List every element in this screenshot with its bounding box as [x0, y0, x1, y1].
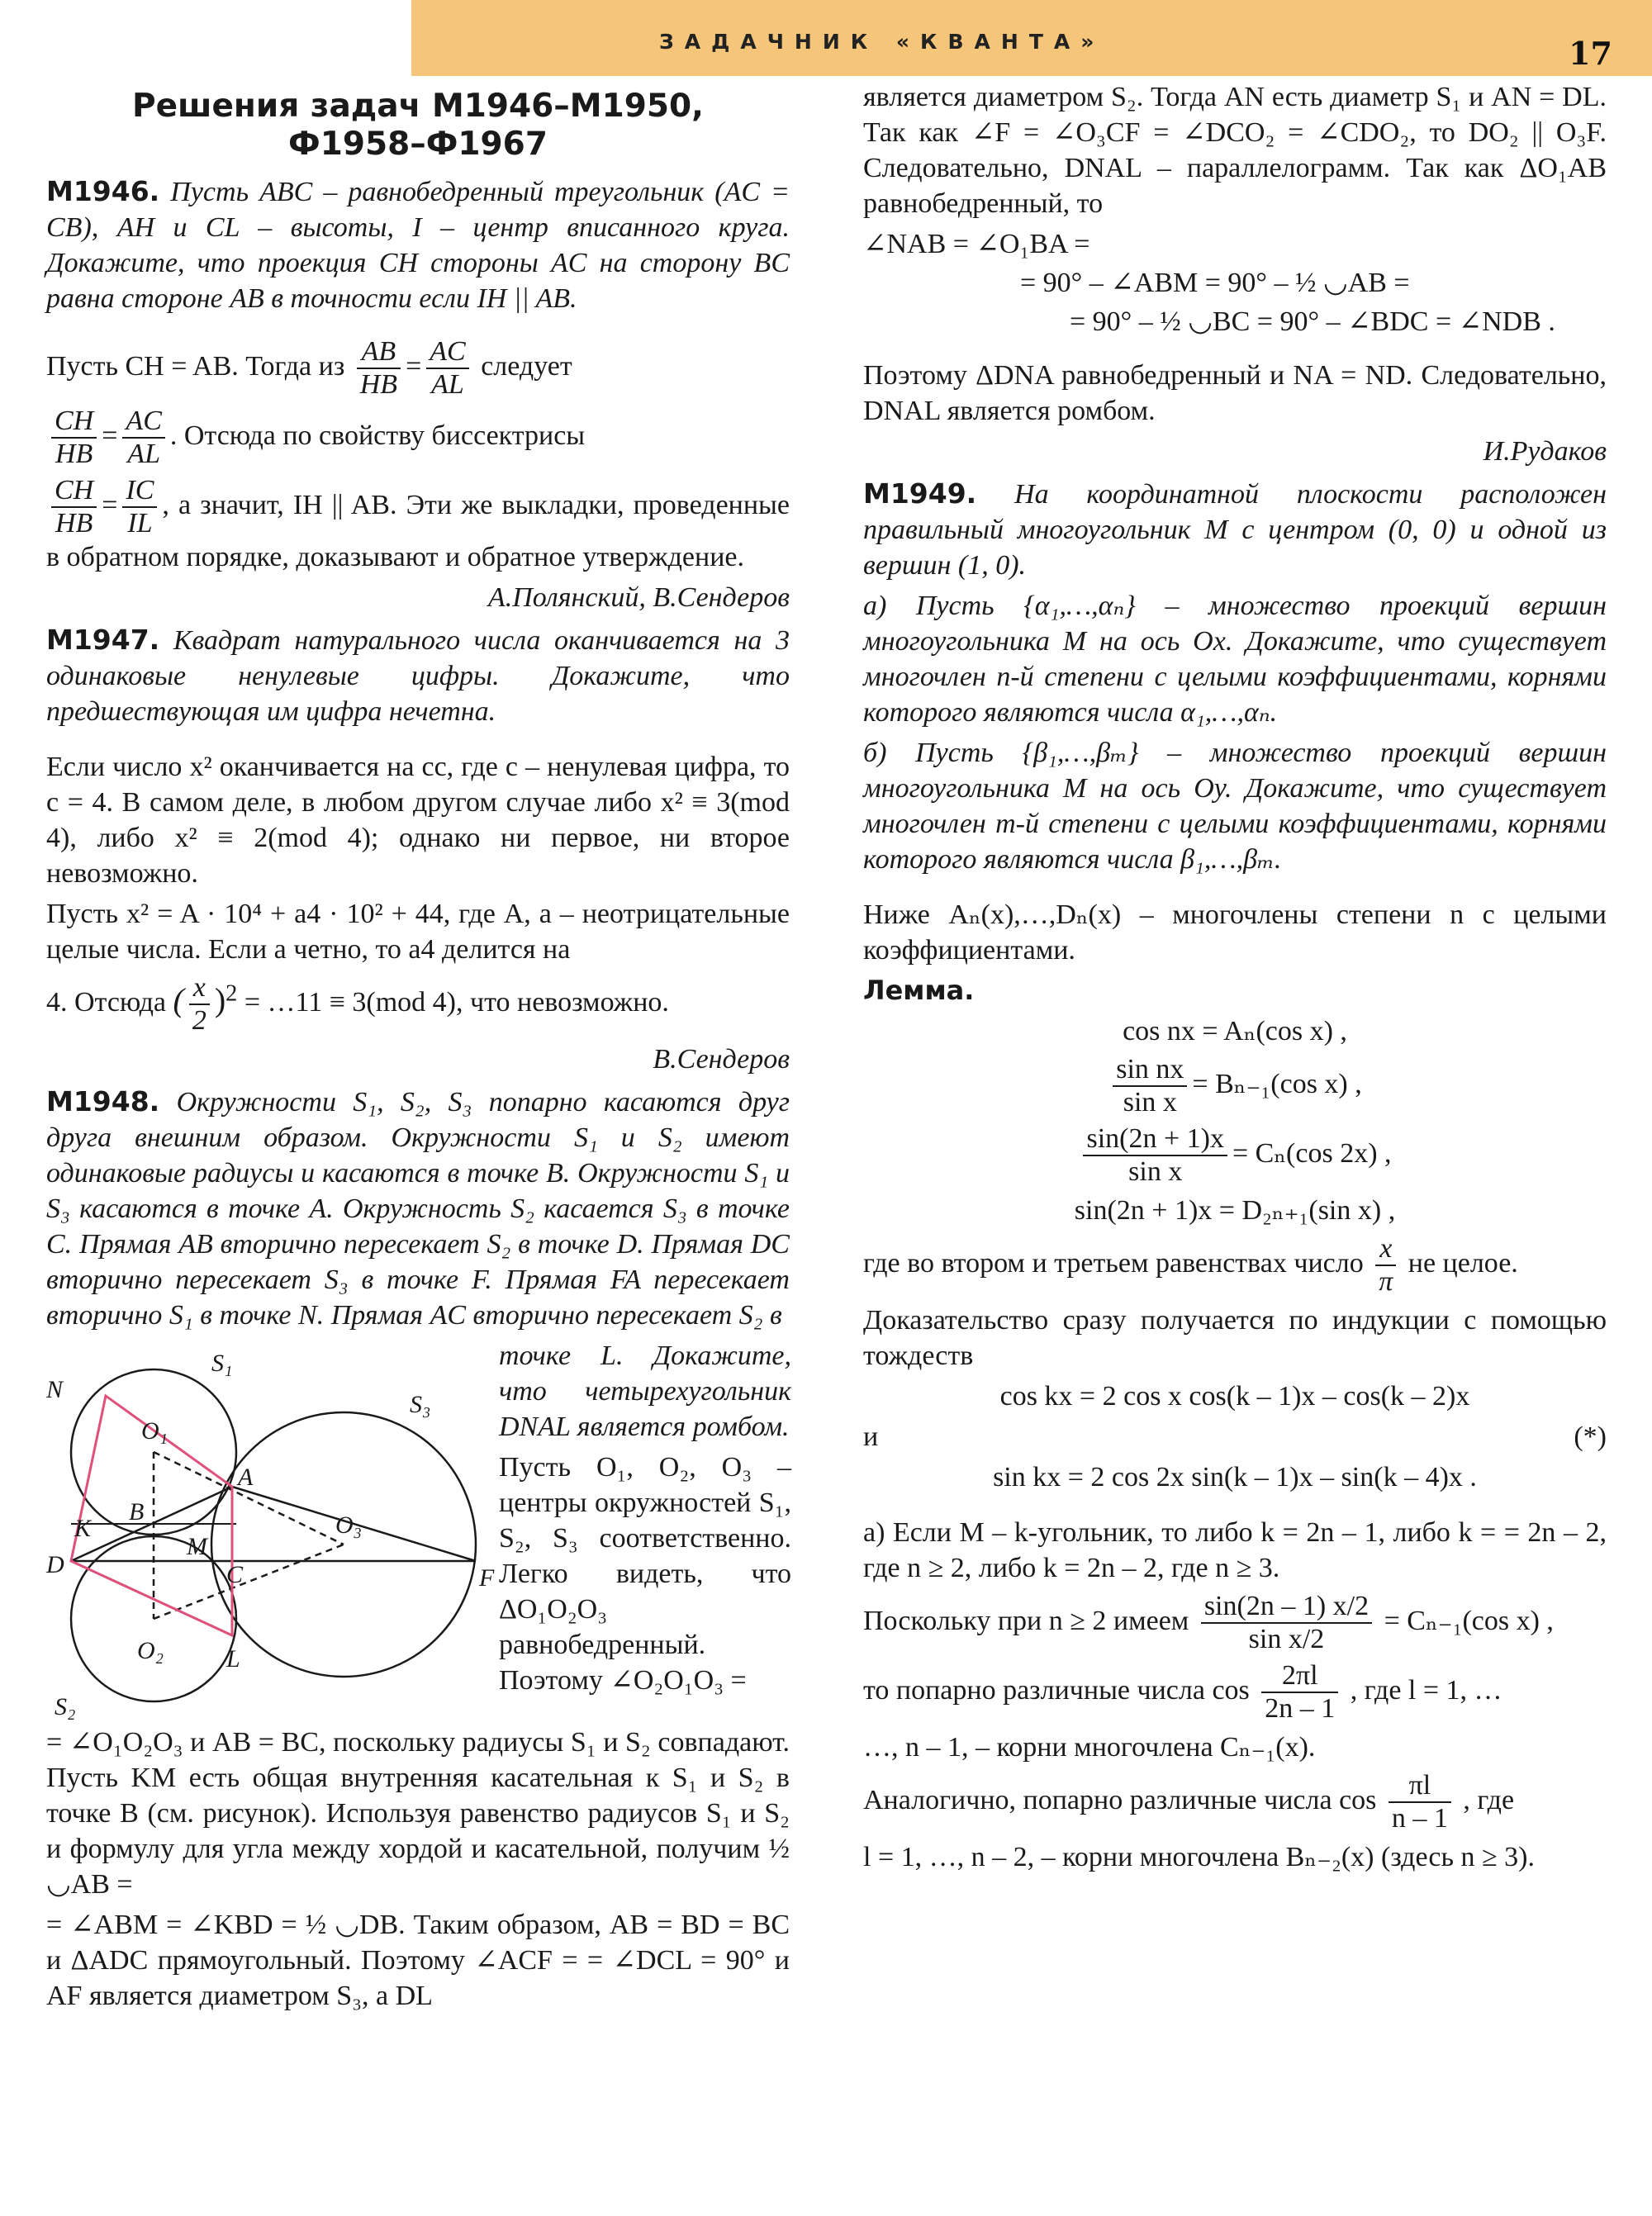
fraction	[51, 475, 97, 539]
text: Аналогично, попарно различные числа cos	[863, 1784, 1377, 1815]
label-k: K	[74, 1515, 92, 1542]
right-column	[863, 79, 1607, 1880]
denominator: AL	[431, 369, 464, 400]
figure-side-text	[499, 1338, 791, 1703]
denominator: n – 1	[1391, 1803, 1448, 1834]
numerator: AC	[122, 406, 164, 439]
label-s3: S₃	[410, 1391, 431, 1418]
numerator: x	[189, 972, 210, 1005]
fraction	[357, 336, 401, 401]
label-d: D	[46, 1551, 64, 1578]
fraction	[1375, 1233, 1396, 1298]
solution-m1949-intro: Ниже Aₙ(x),…,Dₙ(x) – многочлены степени n с целыми коэффициентами.	[863, 899, 1607, 966]
text: то попарно различные числа cos	[863, 1674, 1250, 1706]
denominator: IL	[127, 508, 153, 539]
journal-section-title: ЗАДАЧНИК «КВАНТА»	[659, 30, 1105, 54]
author-signature: И.Рудаков	[1483, 436, 1607, 467]
author-signature: В.Сендеров	[653, 1044, 790, 1075]
label-o1: O₁	[141, 1417, 169, 1445]
fraction-squared: (	[173, 980, 184, 1018]
denominator: π	[1379, 1266, 1393, 1297]
paren: )	[214, 980, 226, 1018]
solution-m1949-p9: l = 1, …, n – 2, – корни многочлена Bₙ₋₂(x) (здесь n ≥ 3).	[863, 1842, 1535, 1872]
label-m: M	[187, 1533, 207, 1560]
numerator: CH	[51, 475, 97, 508]
denominator: HB	[55, 508, 93, 539]
text: , а значит, IH || AB. Эти же выкладки, проведенные в обратном порядке, доказывают и обратное утверждение.	[46, 489, 790, 572]
identity-marker-row	[863, 1419, 1607, 1454]
denominator: sin x	[1123, 1087, 1177, 1117]
label-s2: S₂	[55, 1693, 76, 1720]
numerator: sin(2n – 1) x/2	[1201, 1591, 1372, 1624]
fraction	[426, 336, 468, 401]
identity-1: cos kx = 2 cos x cos(k – 1)x – cos(k – 2)x	[999, 1381, 1470, 1412]
section-title	[46, 88, 790, 164]
solution-m1947-p1: Если число x² оканчивается на cc, где c – ненулевая цифра, то c = 4. В самом деле, в любом другом случае либо x² ≡ 3(mod 4), либо x² ≡ 2(mod 4); однако ни первое, ни второе невозможно.	[46, 752, 790, 889]
problem-m1947-statement	[46, 622, 790, 729]
solution-m1947-p2: Пусть x² = A · 10⁴ + a4 · 10² + 44, где A, a – неотрицательные целые числа. Если a четно, то a4 делится на	[46, 899, 790, 965]
text: где во втором и третьем равенствах число	[863, 1247, 1364, 1279]
text: , где	[1463, 1784, 1515, 1815]
title-line-2: Ф1958–Ф1967	[288, 126, 548, 163]
solution-m1949-p4: а) Если M – k-угольник, то либо k = 2n – 1, либо k = = 2n – 2, где n ≥ 2, либо k = 2n – 2, где n ≥ 3.	[863, 1517, 1607, 1583]
fraction	[1389, 1770, 1451, 1834]
statement-text: На координатной плоскости расположен правильный многоугольник M с центром (0, 0) и одной из вершин (1, 0).	[863, 479, 1607, 581]
problem-m1949-statement	[863, 476, 1607, 583]
solution-m1948-p2: = ∠ABM = ∠KBD = ½ ◡DB. Таким образом, AB = BD = BC и ΔADC прямоугольный. Поэтому ∠ACF = = ∠DCL = 90° и AF является диаметром S₃, а DL	[46, 1910, 790, 2011]
solution-m1949-p5	[863, 1591, 1607, 1655]
fraction	[122, 406, 164, 470]
problem-m1948-statement	[46, 1084, 790, 1333]
equation-line-3: = 90° – ½ ◡BC = 90° – ∠BDC = ∠NDB .	[1070, 306, 1555, 337]
text: = Cₙ₋₁(cos x) ,	[1384, 1605, 1554, 1636]
numerator: 2πl	[1261, 1660, 1338, 1693]
numerator: IC	[122, 475, 157, 508]
text: = Bₙ₋₁(cos x) ,	[1192, 1068, 1362, 1099]
numerator: πl	[1389, 1770, 1451, 1803]
fraction	[1201, 1591, 1372, 1655]
conjunction: и	[863, 1421, 879, 1452]
text: = …11 ≡ 3(mod 4), что невозможно.	[244, 986, 669, 1018]
text: не целое.	[1408, 1247, 1518, 1279]
label-a: A	[238, 1464, 254, 1491]
numerator: sin(2n + 1)x	[1083, 1123, 1227, 1156]
label-o3: O₃	[335, 1511, 363, 1539]
lemma-eq-2	[863, 1054, 1607, 1118]
problem-id: М1946.	[46, 175, 160, 207]
statement-end: точке L. Докажите, что четырехугольник DNAL является ромбом.	[499, 1341, 791, 1442]
solution-m1948-side: Пусть O₁, O₂, O₃ – центры окружностей S₁, S₂, S₃ соответственно. Легко видеть, что ΔO₁O₂O₃ равнобедренный. Поэтому ∠O₂O₁O₃ =	[499, 1452, 791, 1696]
label-n: N	[46, 1376, 64, 1403]
statement-text: Окружности S₁, S₂, S₃ попарно касаются друг друга внешним образом. Окружности S₁ и S₂ имеют одинаковые радиусы и касаются в точке B. Окружности S₁ и S₃ касаются в точке A. Окружность S₂ касается S₃ в точке C. Прямая AB вторично пересекает S₂ в точке D. Прямая DC вторично пересекает S₃ в точке F. Прямая FA пересекает вторично S₁ в точке N. Прямая AC вторично пересекает S₂ в	[46, 1087, 790, 1331]
denominator: HB	[55, 439, 93, 469]
solution-m1949-p3: Доказательство сразу получается по индукции с помощью тождеств	[863, 1305, 1607, 1371]
solution-m1948-p1: = ∠O₁O₂O₃ и AB = BC, поскольку радиусы S₁ и S₂ совпадают. Пусть KM есть общая внутренняя касательная к S₁ и S₂ в точке B (см. рисунок). Используя равенство радиусов S₁ и S₂ и формулу для угла между хордой и касательной, получим ½ ◡AB =	[46, 1727, 790, 1900]
statement-text: Пусть ABC – равнобедренный треугольник (AC = CB), AH и CL – высоты, I – центр вписанного круга. Докажите, что проекция CH стороны AC на сторону BC равна стороне AB в точности если IH || AB.	[46, 177, 790, 314]
lemma-eq-4: sin(2n + 1)x = D₂ₙ₊₁(sin x) ,	[1074, 1195, 1396, 1226]
numerator: sin nx	[1113, 1054, 1187, 1087]
fraction	[189, 972, 210, 1037]
author-signature: А.Полянский, В.Сендеров	[487, 582, 790, 613]
identity-2: sin kx = 2 cos 2x sin(k – 1)x – sin(k – 4)x .	[993, 1462, 1477, 1492]
denominator: sin x	[1128, 1156, 1183, 1187]
numerator: AC	[426, 336, 468, 369]
numerator: AB	[357, 336, 401, 369]
fraction	[1113, 1054, 1187, 1118]
equation-tag: (*)	[1574, 1421, 1607, 1452]
fraction	[51, 406, 97, 470]
solution-m1946-line1: Пусть CH = AB. Тогда из $\frac{AB}{HB}$ = $\frac{AC}{AL}$ следует	[46, 336, 572, 400]
fraction	[1261, 1660, 1338, 1725]
denominator: AL	[127, 439, 160, 469]
solution-m1948-conclusion: Поэтому ΔDNA равнобедренный и NA = ND. Следовательно, DNAL является ромбом.	[863, 360, 1607, 426]
problem-id: М1947.	[46, 624, 160, 656]
figure-block	[46, 1338, 790, 1725]
numerator: CH	[51, 406, 97, 439]
text: Поскольку при n ≥ 2 имеем	[863, 1605, 1189, 1636]
solution-m1946-line2: $\frac{CH}{HB}$ = $\frac{AC}{AL}$ . Отсюда по свойству биссектрисы	[46, 406, 790, 470]
text: Пусть CH = AB. Тогда из	[46, 350, 345, 382]
text: следует	[481, 350, 572, 382]
problem-m1949-part-a: а) Пусть {α₁,…,αₙ} – множество проекций вершин многоугольника M на ось Ox. Докажите, что существует многочлен n-й степени с целыми коэффициентами, корнями которого являются числа α₁,…,αₙ.	[863, 591, 1607, 728]
denominator: HB	[359, 369, 398, 400]
geometry-figure	[46, 1338, 495, 1725]
problem-m1946-statement	[46, 173, 790, 316]
exponent: 2	[225, 980, 238, 1007]
solution-m1947-p3	[46, 972, 790, 1037]
denominator: 2n – 1	[1265, 1693, 1336, 1724]
label-b: B	[129, 1498, 145, 1526]
problem-id: М1949.	[863, 477, 977, 510]
equation-line-2: = 90° – ∠ABM = 90° – ½ ◡AB =	[1020, 268, 1410, 298]
solution-m1949-p2	[863, 1233, 1607, 1298]
text: = Cₙ(cos 2x) ,	[1232, 1137, 1392, 1169]
text: 4. Отсюда	[46, 986, 166, 1018]
solution-m1949-p8	[863, 1770, 1607, 1834]
numerator: x	[1375, 1233, 1396, 1266]
fraction	[122, 475, 157, 539]
line-o2o3	[154, 1545, 344, 1619]
left-column	[46, 79, 790, 2019]
lemma-eq-3	[863, 1123, 1607, 1188]
label-f: F	[479, 1564, 495, 1592]
problem-id: М1948.	[46, 1085, 160, 1117]
solution-m1948-continued: является диаметром S₂. Тогда AN есть диаметр S₁ и AN = DL. Так как ∠F = ∠O₃CF = ∠DCO₂ = ∠CDO₂, то DO₂ || O₃F. Следовательно, DNAL – параллелограмм. Так как ΔO₁AB равнобедренный, то	[863, 82, 1607, 219]
problem-m1949-part-b: б) Пусть {β₁,…,βₘ} – множество проекций вершин многоугольника M на ось Oy. Докажите, что существует многочлен m-й степени с целыми коэффициентами, корнями которого являются числа β₁,…,βₘ.	[863, 738, 1607, 875]
fraction	[1083, 1123, 1227, 1188]
statement-text: Квадрат натурального числа оканчивается на 3 одинаковые ненулевые цифры. Докажите, что предшествующая им цифра нечетна.	[46, 625, 790, 727]
label-c: C	[226, 1561, 244, 1588]
label-o2: O₂	[137, 1637, 164, 1664]
header-banner	[411, 0, 1652, 76]
denominator: sin x/2	[1248, 1624, 1325, 1654]
lemma-heading: Лемма.	[863, 975, 975, 1006]
solution-m1949-p7: …, n – 1, – корни многочлена Cₙ₋₁(x).	[863, 1732, 1316, 1763]
lemma-eq-1: cos nx = Aₙ(cos x) ,	[1123, 1016, 1347, 1046]
denominator: 2	[192, 1005, 206, 1036]
text: , где l = 1, …	[1350, 1674, 1502, 1706]
title-line-1: Решения задач М1946–М1950,	[132, 88, 704, 125]
label-s1: S₁	[211, 1350, 233, 1377]
equation-line-1: ∠NAB = ∠O₁BA =	[863, 229, 1090, 259]
solution-m1946-line3: $\frac{CH}{HB}$ = $\frac{IC}{IL}$ , а значит, IH || AB. Эти же выкладки, проведенные в обратном порядке, доказывают и обратное утверждение.	[46, 475, 790, 572]
label-l: L	[226, 1645, 240, 1673]
solution-m1949-p6	[863, 1660, 1607, 1725]
page-number: 17	[1569, 35, 1612, 72]
text: . Отсюда по свойству биссектрисы	[169, 420, 586, 451]
